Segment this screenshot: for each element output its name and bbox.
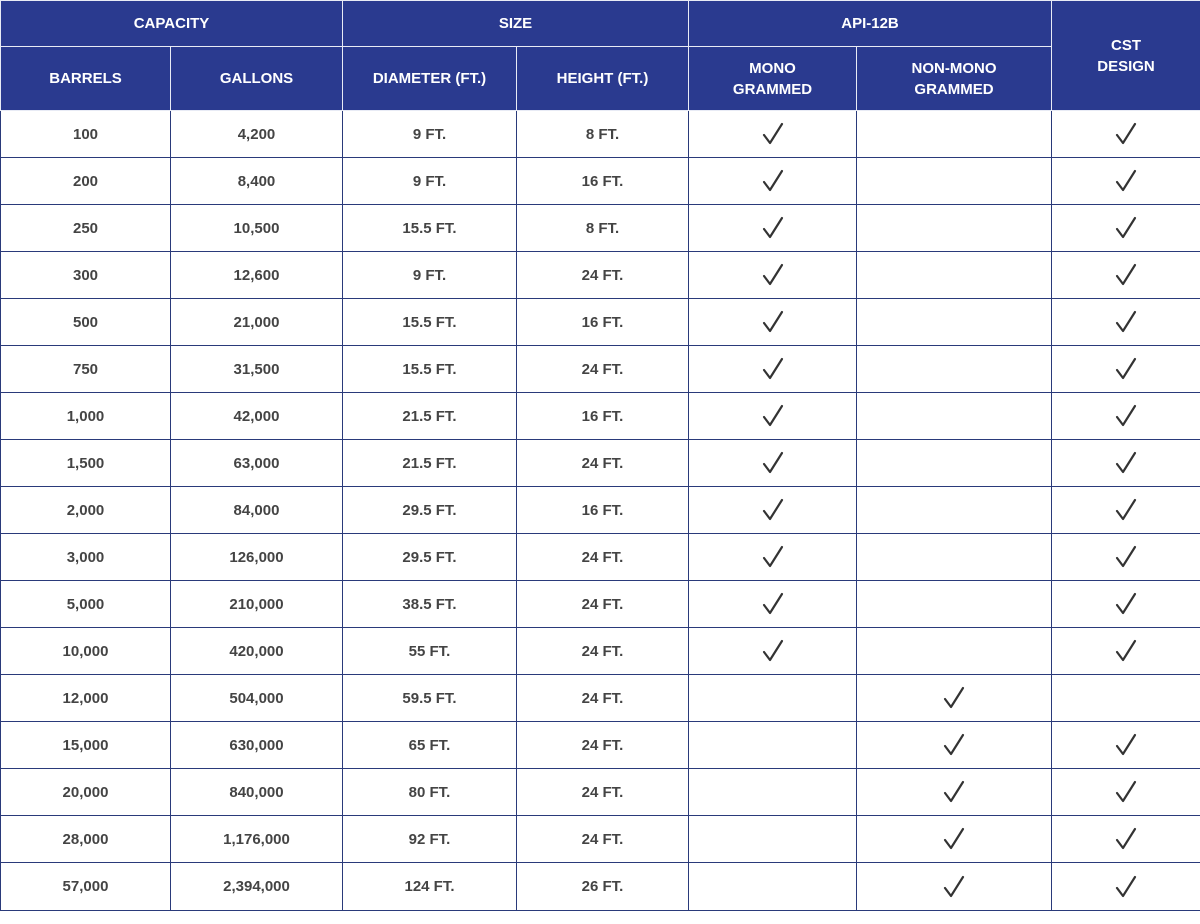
checkmark-icon — [1052, 310, 1200, 334]
checkmark-icon — [689, 404, 856, 428]
mono-check-cell — [689, 205, 857, 252]
gallons-cell: 84,000 — [171, 487, 343, 534]
diameter-cell: 29.5 FT. — [343, 534, 517, 581]
header-row-groups — [1, 1, 1200, 47]
gallons-cell: 630,000 — [171, 722, 343, 769]
cst-check-cell — [1052, 863, 1200, 911]
gallons-cell: 126,000 — [171, 534, 343, 581]
nonmono-check-cell — [857, 346, 1052, 393]
cst-check-cell — [1052, 393, 1200, 440]
barrels-cell: 28,000 — [1, 816, 171, 863]
diameter-cell: 124 FT. — [343, 863, 517, 911]
gallons-cell: 504,000 — [171, 675, 343, 722]
checkmark-icon — [1052, 498, 1200, 522]
barrels-cell: 5,000 — [1, 581, 171, 628]
checkmark-icon — [1052, 875, 1200, 899]
checkmark-icon — [689, 216, 856, 240]
checkmark-icon — [689, 451, 856, 475]
checkmark-icon — [857, 780, 1051, 804]
nonmono-check-cell — [857, 393, 1052, 440]
diameter-cell: 9 FT. — [343, 111, 517, 158]
table-row — [1, 534, 1200, 581]
checkmark-icon — [1052, 780, 1200, 804]
checkmark-icon — [689, 592, 856, 616]
checkmark-icon — [857, 827, 1051, 851]
cst-check-cell — [1052, 252, 1200, 299]
nonmono-check-cell — [857, 534, 1052, 581]
gallons-cell: 31,500 — [171, 346, 343, 393]
capacity-header: CAPACITY — [1, 1, 343, 47]
barrels-header: BARRELS — [1, 47, 171, 111]
nonmono-check-cell — [857, 487, 1052, 534]
table-row — [1, 863, 1200, 911]
table-row — [1, 393, 1200, 440]
height-cell: 24 FT. — [517, 581, 689, 628]
nonmono-check-cell — [857, 628, 1052, 675]
checkmark-icon — [689, 263, 856, 287]
gallons-cell: 420,000 — [171, 628, 343, 675]
nonmono-check-cell — [857, 299, 1052, 346]
cst-design-header — [1052, 1, 1200, 111]
mono-check-cell — [689, 675, 857, 722]
mono-check-cell — [689, 863, 857, 911]
checkmark-icon — [689, 310, 856, 334]
checkmark-icon — [857, 875, 1051, 899]
checkmark-icon — [1052, 404, 1200, 428]
gallons-cell: 840,000 — [171, 769, 343, 816]
gallons-header: GALLONS — [171, 47, 343, 111]
barrels-cell: 2,000 — [1, 487, 171, 534]
cst-check-cell — [1052, 628, 1200, 675]
nonmono-check-cell — [857, 769, 1052, 816]
checkmark-icon — [1052, 216, 1200, 240]
diameter-cell: 55 FT. — [343, 628, 517, 675]
table-row — [1, 816, 1200, 863]
checkmark-icon — [1052, 451, 1200, 475]
gallons-cell: 1,176,000 — [171, 816, 343, 863]
header-row-columns — [1, 47, 1200, 111]
diameter-cell: 15.5 FT. — [343, 346, 517, 393]
gallons-cell: 63,000 — [171, 440, 343, 487]
table-row — [1, 722, 1200, 769]
checkmark-icon — [857, 733, 1051, 757]
diameter-cell: 29.5 FT. — [343, 487, 517, 534]
cst-check-cell — [1052, 346, 1200, 393]
nonmono-check-cell — [857, 675, 1052, 722]
height-cell: 24 FT. — [517, 722, 689, 769]
checkmark-icon — [857, 686, 1051, 710]
non-mono-grammed-header — [857, 47, 1052, 111]
nonmono-check-cell — [857, 440, 1052, 487]
mono-check-cell — [689, 722, 857, 769]
diameter-cell: 80 FT. — [343, 769, 517, 816]
nonmono-check-cell — [857, 722, 1052, 769]
height-cell: 16 FT. — [517, 393, 689, 440]
checkmark-icon — [689, 122, 856, 146]
gallons-cell: 12,600 — [171, 252, 343, 299]
gallons-cell: 4,200 — [171, 111, 343, 158]
nonmono-check-cell — [857, 863, 1052, 911]
table-body — [1, 111, 1200, 911]
size-header: SIZE — [343, 1, 689, 47]
height-cell: 24 FT. — [517, 440, 689, 487]
barrels-cell: 12,000 — [1, 675, 171, 722]
diameter-cell: 59.5 FT. — [343, 675, 517, 722]
gallons-cell: 210,000 — [171, 581, 343, 628]
cst-check-cell — [1052, 581, 1200, 628]
barrels-cell: 20,000 — [1, 769, 171, 816]
checkmark-icon — [1052, 733, 1200, 757]
diameter-cell: 38.5 FT. — [343, 581, 517, 628]
mono-line2: GRAMMED — [732, 80, 813, 98]
gallons-cell: 21,000 — [171, 299, 343, 346]
table-row — [1, 252, 1200, 299]
cst-check-cell — [1052, 675, 1200, 722]
cst-check-cell — [1052, 158, 1200, 205]
barrels-cell: 1,500 — [1, 440, 171, 487]
height-cell: 24 FT. — [517, 252, 689, 299]
barrels-cell: 57,000 — [1, 863, 171, 911]
checkmark-icon — [1052, 545, 1200, 569]
mono-check-cell — [689, 769, 857, 816]
barrels-cell: 10,000 — [1, 628, 171, 675]
table-row — [1, 675, 1200, 722]
cst-design-line2: DESIGN — [1097, 57, 1155, 75]
gallons-cell: 10,500 — [171, 205, 343, 252]
barrels-cell: 1,000 — [1, 393, 171, 440]
height-cell: 24 FT. — [517, 675, 689, 722]
cst-check-cell — [1052, 722, 1200, 769]
barrels-cell: 500 — [1, 299, 171, 346]
diameter-header: DIAMETER (FT.) — [343, 47, 517, 111]
checkmark-icon — [689, 498, 856, 522]
cst-check-cell — [1052, 816, 1200, 863]
cst-check-cell — [1052, 440, 1200, 487]
height-header: HEIGHT (FT.) — [517, 47, 689, 111]
mono-check-cell — [689, 534, 857, 581]
mono-check-cell — [689, 158, 857, 205]
checkmark-icon — [1052, 639, 1200, 663]
height-cell: 24 FT. — [517, 346, 689, 393]
gallons-cell: 8,400 — [171, 158, 343, 205]
height-cell: 8 FT. — [517, 111, 689, 158]
table-row — [1, 769, 1200, 816]
table-row — [1, 628, 1200, 675]
diameter-cell: 9 FT. — [343, 252, 517, 299]
table-row — [1, 346, 1200, 393]
barrels-cell: 250 — [1, 205, 171, 252]
nonmono-line2: GRAMMED — [914, 80, 994, 98]
checkmark-icon — [689, 545, 856, 569]
diameter-cell: 21.5 FT. — [343, 440, 517, 487]
mono-check-cell — [689, 487, 857, 534]
table-row — [1, 440, 1200, 487]
height-cell: 16 FT. — [517, 487, 689, 534]
table-row — [1, 158, 1200, 205]
table-row — [1, 205, 1200, 252]
mono-line1: MONO — [749, 59, 796, 77]
barrels-cell: 100 — [1, 111, 171, 158]
barrels-cell: 3,000 — [1, 534, 171, 581]
barrels-cell: 200 — [1, 158, 171, 205]
mono-check-cell — [689, 346, 857, 393]
checkmark-icon — [689, 639, 856, 663]
diameter-cell: 21.5 FT. — [343, 393, 517, 440]
height-cell: 16 FT. — [517, 158, 689, 205]
checkmark-icon — [1052, 263, 1200, 287]
height-cell: 24 FT. — [517, 534, 689, 581]
diameter-cell: 9 FT. — [343, 158, 517, 205]
table-row — [1, 111, 1200, 158]
mono-grammed-header — [689, 47, 857, 111]
height-cell: 24 FT. — [517, 769, 689, 816]
diameter-cell: 65 FT. — [343, 722, 517, 769]
mono-check-cell — [689, 393, 857, 440]
diameter-cell: 15.5 FT. — [343, 299, 517, 346]
diameter-cell: 15.5 FT. — [343, 205, 517, 252]
mono-check-cell — [689, 299, 857, 346]
gallons-cell: 42,000 — [171, 393, 343, 440]
checkmark-icon — [1052, 592, 1200, 616]
height-cell: 26 FT. — [517, 863, 689, 911]
api-12b-header: API-12B — [689, 1, 1052, 47]
mono-check-cell — [689, 252, 857, 299]
nonmono-check-cell — [857, 205, 1052, 252]
mono-check-cell — [689, 816, 857, 863]
nonmono-check-cell — [857, 252, 1052, 299]
nonmono-check-cell — [857, 111, 1052, 158]
barrels-cell: 300 — [1, 252, 171, 299]
table-row — [1, 487, 1200, 534]
checkmark-icon — [1052, 827, 1200, 851]
height-cell: 24 FT. — [517, 628, 689, 675]
cst-check-cell — [1052, 299, 1200, 346]
height-cell: 8 FT. — [517, 205, 689, 252]
mono-check-cell — [689, 440, 857, 487]
checkmark-icon — [689, 357, 856, 381]
checkmark-icon — [1052, 169, 1200, 193]
cst-design-line1: CST — [1111, 36, 1141, 54]
cst-check-cell — [1052, 487, 1200, 534]
table-row — [1, 581, 1200, 628]
nonmono-check-cell — [857, 158, 1052, 205]
barrels-cell: 750 — [1, 346, 171, 393]
checkmark-icon — [1052, 357, 1200, 381]
barrels-cell: 15,000 — [1, 722, 171, 769]
gallons-cell: 2,394,000 — [171, 863, 343, 911]
height-cell: 24 FT. — [517, 816, 689, 863]
height-cell: 16 FT. — [517, 299, 689, 346]
cst-check-cell — [1052, 769, 1200, 816]
cst-check-cell — [1052, 111, 1200, 158]
table-row — [1, 299, 1200, 346]
mono-check-cell — [689, 581, 857, 628]
checkmark-icon — [689, 169, 856, 193]
nonmono-line1: NON-MONO — [911, 59, 997, 77]
cst-check-cell — [1052, 534, 1200, 581]
diameter-cell: 92 FT. — [343, 816, 517, 863]
mono-check-cell — [689, 628, 857, 675]
nonmono-check-cell — [857, 816, 1052, 863]
nonmono-check-cell — [857, 581, 1052, 628]
cst-check-cell — [1052, 205, 1200, 252]
mono-check-cell — [689, 111, 857, 158]
checkmark-icon — [1052, 122, 1200, 146]
